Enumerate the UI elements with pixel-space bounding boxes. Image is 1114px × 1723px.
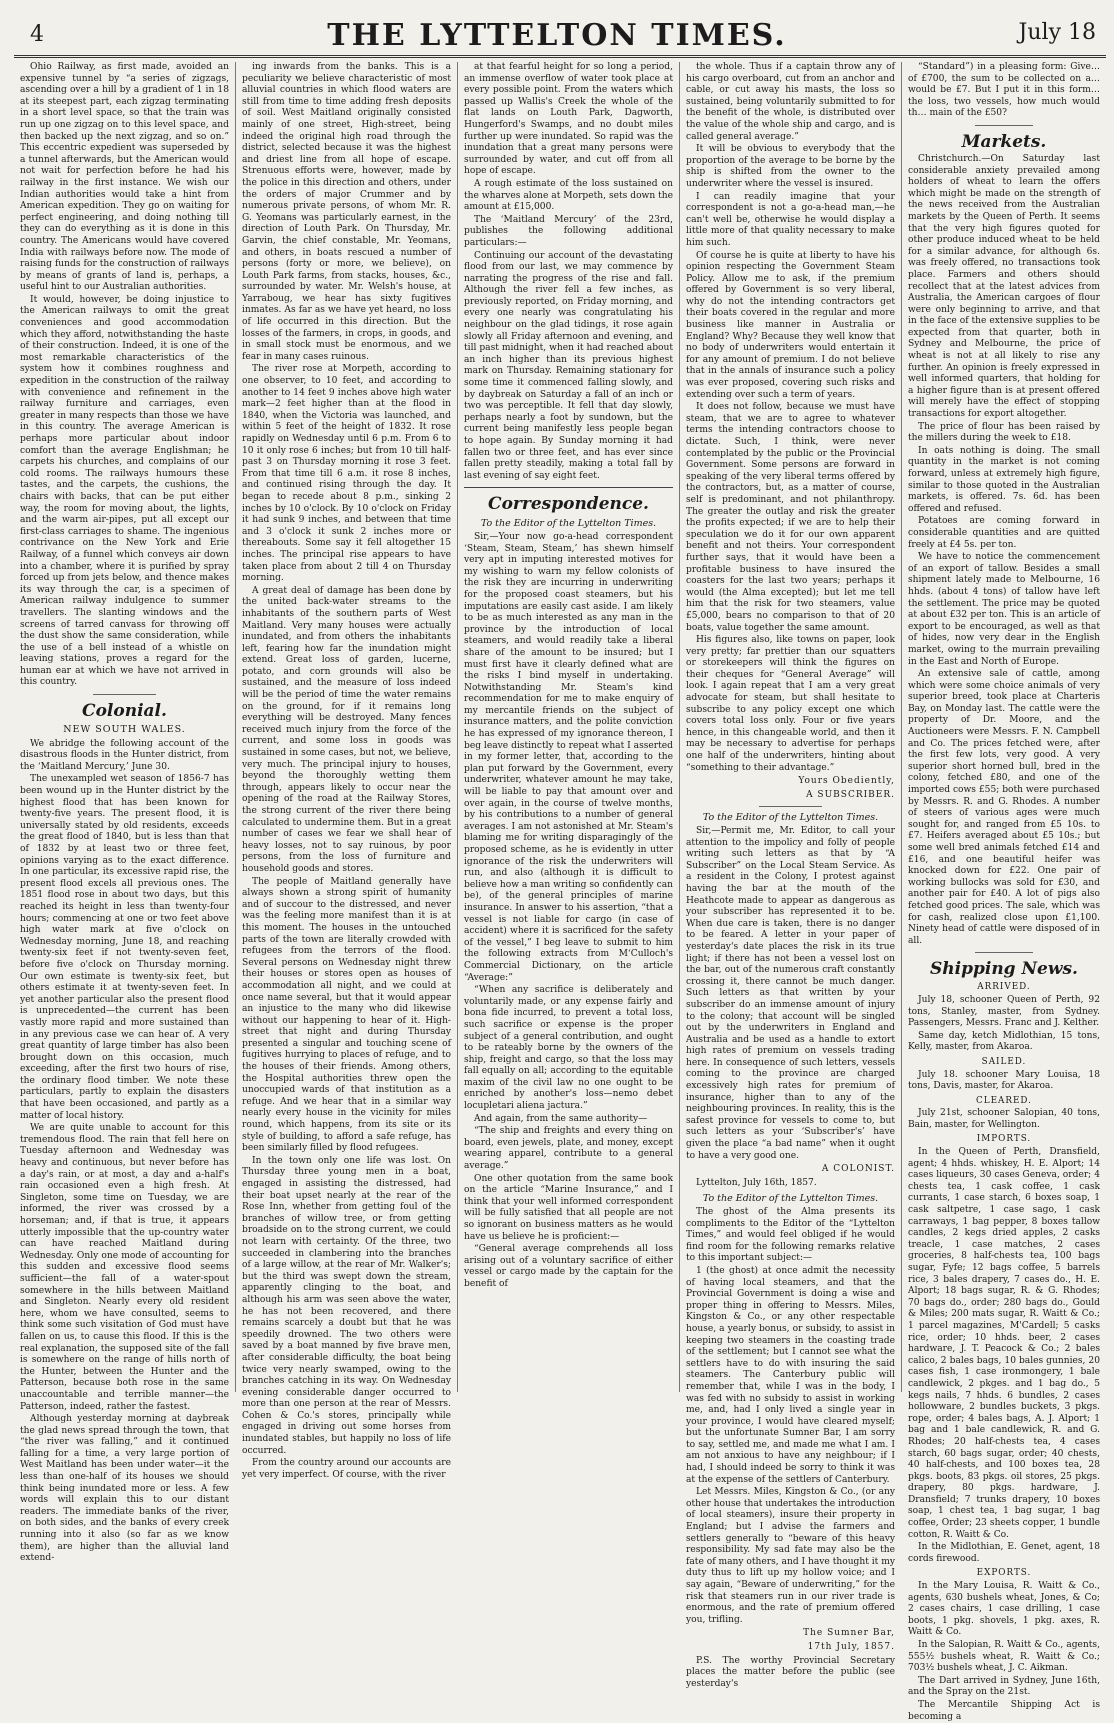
paragraph: In the Midlothian, E. Genet, agent, 18 cords firewood. [908, 1542, 1100, 1564]
paragraph: “General average comprehends all loss arising out of a voluntary sacrifice of either vessel or cargo made by the captain for the benefit of [464, 1244, 673, 1289]
subheading-exports: EXPORTS. [976, 1568, 1032, 1579]
paragraph: “When any sacrifice is deliberately and voluntarily made, or any expense fairly and bona fide incurred, to prevent a total loss, such sacrifice or expense is the proper subject of a general contribution, and ought to be rateably borne by the owners of the ship, freight and cargo, so that the loss may fall equally on all; according to the equitable maxim of the civil law no one ought to be enriched by another's loss—nemo debet locupletari aliena jactura.” [464, 985, 673, 1112]
paragraph: We have to notice the commencement of an export of tallow. Besides a small shipment lately made to Melbourne, 16 hhds. (about 4 tons) of tallow have left the settlement. The price may be quoted at about £32 per ton. This is an article of export to be encouraged, as well as that of hides, now very dear in the English market, owing to the murrain prevailing in the East and North of Europe. [908, 552, 1100, 667]
paragraph: We abridge the following account of the disastrous floods in the Hunter district, from the ‘Maitland Mercury,’ June 30. [20, 738, 229, 772]
paragraph: The ‘Maitland Mercury’ of the 23rd, publishes the following additional particulars:— [464, 214, 673, 248]
column-3 [458, 62, 680, 1392]
paragraph: It would, however, be doing injustice to the American railways to omit the great conveniences and good accommodation which they afford, notwithstanding the haste of their construction. Indeed, it is one of the most remarkable characteristics of the system how it combines roughness and expedition in the construction of the railway with convenience and refinement in the railway furniture and carriages, even greater in many respects than those we have in this country. The average American is perhaps more particular about indoor comfort than the average Englishman; he carpets his churches, and complains of our cold rooms. The railways humours these tastes, and the carpets, the cushions, the chairs with backs, that can be put either way, the room for moving about, the lights, and the warm air-pipes, put all except our first-class carriages to shame. The ingenious contrivance on the New York and Erie Railway, of a funnel which conveys air down into a chamber, where it is purified by spray forced up from jets below, and thence makes its way through the car, is a specimen of American railway indulgence to summer travellers. The slanting windows and the screens of tarred canvass for throwing off the dust show the same consideration, while the use of a bell instead of a whistle on leaving stations, proves a regard for the human ear at which we have not arrived in this country. [20, 294, 229, 688]
paragraph: The Mercantile Shipping Act is becoming a [908, 1699, 1100, 1722]
paragraph: It does not follow, because we must have steam, that we are to agree to whatever terms the intending contractors choose to dictate. Such, I think, were never contemplated by the public or the Provincial Government. Some persons are forward in speaking of the very liberal terms offered by the contractors, but, as a matter of course, self is predominant, and not philanthropy. The greater the outlay and risk the greater the profits expected; if we are to help their speculation we do it for our own apparent benefit and not theirs. Your correspondent further says, that it would have been a profitable business to have insured the coasters for the last two years; perhaps it would (the Alma excepted); but let me tell him that the risk for two steamers, value £5,000, bears no comparison to that of 20 boats, value together the same amount. [686, 402, 895, 633]
newspaper-title: THE LYTTELTON TIMES. [327, 18, 787, 53]
letter-heading: To the Editor of the Lyttelton Times. [480, 518, 657, 530]
paragraph: Ohio Railway, as first made, avoided an expensive tunnel by “a series of zigzags, ascending over a hill by a gradient of 1 in 18 at its steepest part, each zigzag terminating in a short level space, so that the train was run up one zigzag on to this level space, and then backed up the next zigzag, and so on.” This eccentric expedient was superseded by a tunnel afterwards, but the American would not wait for perfection before he had his railway in the first instance. We wish our Indian authorities would take a hint from American expedition. They go on waiting for perfect engineering, and doing nothing till they can do everything as it is done in this country. The Americans would have covered India with railways before now. The mode of raising funds for the construction of railways by means of grants of land is, perhaps, a useful hint to our Australian authorities. [20, 62, 229, 293]
paragraph: A rough estimate of the loss sustained on the wharves alone at Morpeth, sets down the amount at £15,000. [464, 178, 673, 213]
paragraph: 1 (the ghost) at once admit the necessity of having local steamers, and that the Provincial Government is doing a wise and proper thing in offering to Messrs. Miles, Kingston & Co., or any other respectable house, a yearly bonus, or subsidy, to assist in keeping two steamers in the coasting trade of the settlement; but I cannot see what the settlers have to do with insuring the said steamers. The Canterbury public will remember that, while I was in the body, I was fed with no subsidy to assist in working me, and, had I only lived a single year in your province, I would have cleared myself; but the unfortunate Sumner Bar, I am sorry to say, settled me, and made me what I am. I am not anxious to have any neighbour; if I had, I should indeed be sorry to think it was at the expense of the settlers of Canterbury. [686, 1265, 895, 1485]
column-1 [14, 62, 236, 1564]
paragraph: An extensive sale of cattle, among which were some choice animals of very superior breed, took place at Charteris Bay, on Monday last. The cattle were the property of Dr. Moore, and the Auctioneers were Messrs. F. N. Campbell and Co. The prices fetched were, after the first few lots, very good. A very superior short horned bull, bred in the colony, fetched £80, and one of the imported cows £55; both were purchased by Messrs. R. and G. Rhodes. A number of steers of various ages were much sought for, and ranged from £5 10s. to £7. Heifers averaged about £5 10s.; but some well bred animals fetched £14 and £16, and one beautiful heifer was knocked down for £22. One pair of working bullocks was sold for £30, and another pair for £40. A lot of pigs also fetched good prices. The sale, which was for cash, realized close upon £1,100. Ninety head of cattle were disposed of in all. [908, 669, 1100, 946]
page-number: 4 [30, 22, 44, 47]
paragraph: The river rose at Morpeth, according to one observer, to 10 feet, and according to another to 14 feet 9 inches above high water mark—2 feet higher than at the flood in 1840, when the Victoria was launched, and within 5 feet of the height of 1832. It rose rapidly on Wednesday until 6 p.m. From 6 to 10 it only rose 6 inches; but from 10 till half-past 3 on Thursday morning it rose 3 feet. From that time till 6 a.m. it rose 8 inches, and continued rising through the day. It began to recede about 8 p.m., sinking 2 inches by 10 o'clock. By 10 o'clock on Friday it had sunk 9 inches, and between that time and 3 o'clock it sunk 2 inches more or thereabouts. Some say it fell altogether 15 inches. The principal rise appears to have taken place from about 2 till 4 on Thursday morning. [242, 364, 451, 584]
paragraph: The unexampled wet season of 1856-7 has been wound up in the Hunter district by the highest flood that has been known for twenty-five years. The present flood, it is universally stated by old residents, exceeds the great flood of 1840, but is less than that of 1832 by at least two or three feet, opinions varying as to the exact difference. In one particular, its excessive rapid rise, the present flood excels all previous ones. The 1851 flood rose in about two days, but this reached its height in less than twenty-four hours; commencing at one or two feet above high water mark at five o'clock on Wednesday morning, June 18, and reaching twenty-six feet if not twenty-seven feet, before five o'clock on Thursday morning. Our own estimate is twenty-six feet, but others estimate it at twenty-seven feet. In yet another particular also the present flood is unprecedented—the current has been vastly more rapid and more sustained than in any previous case we can hear of. A very great quantity of large timber has also been brought down on this occasion, much exceeding, after the first two hours of rise, the ordinary flood timber. We note these particulars, partly to explain the disasters that have been occasioned, and partly as a matter of local history. [20, 774, 229, 1121]
paragraph: July 21st, schooner Salopian, 40 tons, Bain, master, for Wellington. [908, 1108, 1100, 1130]
paragraph: Christchurch.—On Saturday last considerable anxiety prevailed among holders of wheat to learn the offers which might be made on the strength of the news received from the Australian markets by the Queen of Perth. It seems that the very high figures quoted for other produce induced wheat to be held for a similar advance, for although 6s. was freely offered, no transactions took place. Farmers and others should recollect that at the latest advices from Australia, the American cargoes of flour were only beginning to arrive, and that in the face of the extensive supplies to be expected from that quarter, both in Sydney and Melbourne, the price of wheat is not at all likely to rise any further. An opinion is freely expressed in well informed quarters, that holding for a higher figure than is at present offered will merely have the effect of stopping transactions for export altogether. [908, 153, 1100, 420]
paragraph: His figures also, like towns on paper, look very pretty; far prettier than our squatters or storekeepers will think the figures on their cheques for “General Average” will look. I again repeat that I am a very great advocate for steam, but shall hesitate to subscribe to any policy except one which covers total loss only. Four or five years hence, in this changeable world, and then it may be necessary to advertise for perhaps one half of the underwriters, hinting about “something to their advantage.” [686, 635, 895, 773]
column-2 [236, 62, 458, 1480]
paragraph: Same day, ketch Midlothian, 15 tons, Kelly, master, from Akaroa. [908, 1030, 1100, 1053]
letter-place-date: Lyttelton, July 16th, 1857. [696, 1177, 817, 1188]
paragraph: “Standard”) in a pleasing form: Give… of £700, the sum to be collected on a… would be £7. But I put it in this form… the loss, two vessels, how much would th… main of the £50? [908, 62, 1100, 119]
divider [975, 125, 1033, 126]
masthead-rule [14, 55, 1106, 58]
paragraph: Sir,—Permit me, Mr. Editor, to call your attention to the impolicy and folly of people writing such letters as that by “A Subscriber” on the Local Steam Service. As a resident in the Colony, I protest against having the bar at the mouth of the Heathcote made to appear as dangerous as your subscriber has represented it to be. When due care is taken, there is no danger to be feared. A letter in your paper of yesterday's date places the risk in its true light; if there has not been a vessel lost on the bar, out of the numerous craft constantly crossing it, there cannot be much danger. Such letters as that written by your subscriber do an immense amount of injury to the colony; that account will be singled out by the underwriters in England and Australia and be used as a handle to extort high rates of premium on vessels trading here. In consequence of such letters, vessels coming to the province are charged excessively high rates for premium of insurance, higher than to any of the neighbouring provinces. In reality, this is the safest province for vessels to come to, but such letters as your ‘Subscriber's’ have given the place “a bad name” when it ought to have a very good one. [686, 826, 895, 1161]
paragraph: I can readily imagine that your correspondent is not a go-a-head man,—he can't well be, otherwise he would display a little more of that quality necessary to make him such. [686, 191, 895, 248]
paragraph: The price of flour has been raised by the millers during the week to £18. [908, 421, 1100, 444]
paragraph: Let Messrs. Miles, Kingston & Co., (or any other house that undertakes the introduction of local steamers), insure their property in England; but I advise the farmers and settlers generally to “beware of this heavy responsibility. My sad fate may also be the fate of many others, and I have thought it my duty thus to lift up my hollow voice; and I say again, “Beware of underwriting,” for the risk that steamers run in our river trade is enormous, and the rate of premium offered you, trifling. [686, 1487, 895, 1625]
letter-date: 17th July, 1857. [807, 1641, 895, 1652]
paragraph: A great deal of damage has been done by the united back-water streams to the inhabitants of the southern parts of West Maitland. Very many houses were actually inundated, and from others the inhabitants left, fearing how far the inundation might extend. Great loss of garden, lucerne, potato, and corn grounds will also be sustained, and the measure of loss indeed will be the period of time the water remains on the ground, for if it remains long everything will be destroyed. Many fences received much injury from the force of the current, and some loss in goods was sustained in some cases, but not, we believe, very much. The principal injury to houses, beyond the thoroughly wetting them through, appears likely to occur near the opening of the road at the Railway Stores, the strong current of the river there being calculated to undermine them. But in a great number of cases we fear we shall hear of heavy losses, not to say ruinous, by poor persons, from the loss of furniture and household goods and stores. [242, 585, 451, 874]
paragraph: Continuing our account of the devastating flood from our last, we may commence by narrating the progress of the rise and fall. Although the river fell a few inches, as previously reported, on Friday morning, and every one nearly was congratulating his neighbour on the glad tidings, it rose again slowly all Friday afternoon and evening, and till past midnight, when it had reached about an inch higher than its previous highest mark on Thursday. Remaining stationary for some time it commenced falling slowly, and by daybreak on Saturday a fall of an inch or two was perceptible. It fell that day slowly, perhaps nearly a foot by sundown, but the current being manifestly less people began to hope again. By Sunday morning it had fallen two or three feet, and has ever since fallen pretty steadily, making a total fall by last evening of say eight feet. [464, 250, 673, 481]
paragraph: The ghost of the Alma presents its compliments to the Editor of the “Lyttelton Times,” and would feel obliged if he would find room for the following remarks relative to this important subject:— [686, 1207, 895, 1264]
paragraph: We are quite unable to account for this tremendous flood. The rain that fell here on Tuesday afternoon and Wednesday was heavy and continuous, but never before has a day's rain, or at most, a day and a-half's rain occasioned even a high fresh. At Singleton, some time on Tuesday, we are informed, the river was crossed by a horseman; and, if that is true, it appears utterly impossible that the up-country water can have reached Maitland during Wednesday. Only one mode of accounting for this sudden and excessive flood seems sufficient—the fall of a water-spout somewhere in the hills between Maitland and Singleton. Nearly every old resident here, whom we have consulted, seems to think some such visitation of God must have fallen on us, to cause this flood. If this is the real explanation, the supposed site of the fall is somewhere on the range of hills north of the Hunter, between the Hunter and the Patterson, because both rose in the same unaccountable and terrible manner—the Patterson, indeed, rather the fastest. [20, 1123, 229, 1412]
paragraph: at that fearful height for so long a period, an immense overflow of water took place at every possible point. From the waters which passed up Wallis's Creek the whole of the flat lands on Louth Park, Dagworth, Hungerford's Swamps, and no doubt miles further up were inundated. So rapid was the inundation that a great many persons were surrounded by water, and cut off from all hope of escape. [464, 62, 673, 177]
paragraph: In the town only one life was lost. On Thursday three young men in a boat, engaged in assisting the distressed, had their boat upset nearly at the rear of the Rose Inn, whether from getting foul of the branches of willow tree, or from getting broadside on to the strong current, we could not learn with certainty. Of the three, two succeeded in clambering into the branches of a large willow, at the rear of Mr. Walker's; but the third was swept down the stream, apparently clinging to the boat, and although his arm was seen above the water, he has not been recovered, and there remains scarcely a doubt but that he was speedily drowned. The two others were saved by a boat manned by five brave men, after considerable difficulty, the boat being twice very nearly swamped, owing to the branches catching in its way. On Wednesday evening considerable danger occurred to more than one person at the rear of Messrs. Cohen & Co.'s stores, principally while engaged in driving out some horses from inundated stables, but happily no loss of life occurred. [242, 1155, 451, 1456]
paragraph: the whole. Thus if a captain throw any of his cargo overboard, cut from an anchor and cable, or cut away his masts, the loss so sustained, being voluntarily submitted to for the benefit of the whole, is distributed over the value of the whole ship and cargo, and is called general average.” [686, 62, 895, 142]
paragraph: July 18. schooner Mary Louisa, 18 tons, Davis, master, for Akaroa. [908, 1069, 1100, 1092]
letter-closing: Yours Obediently, [798, 776, 895, 787]
subheading-nsw: NEW SOUTH WALES. [63, 724, 186, 736]
divider [464, 487, 673, 488]
letter-heading: To the Editor of the Lyttelton Times. [702, 812, 879, 824]
paragraph: And again, from the same authority— [474, 1113, 648, 1124]
paragraph: Although yesterday morning at daybreak the glad news spread through the town, that “the river was falling,” and it continued falling for a time, a very large portion of West Maitland has been under water—it the less than one-half of its houses we should think being inundated more or less. A few words will explain this to our distant readers. The immediate banks of the river, on both sides, and the banks of every creek running into it also (so far as we know them), are higher than the alluvial land extend- [20, 1414, 229, 1564]
subheading-imports: IMPORTS. [976, 1134, 1032, 1145]
letter-signature: The Sumner Bar, [803, 1628, 895, 1639]
section-heading-shipping: Shipping News. [930, 959, 1078, 980]
paragraph: “The ship and freights and every thing on board, even jewels, plate, and money, except wearing apparel, contribute to a general average.” [464, 1126, 673, 1172]
subheading-arrived: ARRIVED. [977, 982, 1031, 993]
paragraph: In the Salopian, R. Waitt & Co., agents, 555½ bushels wheat, R. Waitt & Co.; 703½ bushels wheat, J. C. Aikman. [908, 1640, 1100, 1674]
paragraph: In the Mary Louisa, R. Waitt & Co., agents, 630 bushels wheat, Jones, & Co; 2 cases chairs, 1 case drilling, 1 case boots, 1 pkg. shovels, 1 pkg. axes, R. Waitt & Co. [908, 1581, 1100, 1638]
subheading-cleared: CLEARED. [976, 1095, 1032, 1106]
letter-signature: A SUBSCRIBER. [806, 789, 895, 800]
letter-signature: A COLONIST. [821, 1164, 895, 1175]
divider [975, 952, 1033, 953]
paragraph: The people of Maitland generally have always shown a strong spirit of humanity and of succour to the distressed, and never was the feeling more manifest than it is at this moment. The houses in the untouched parts of the town are literally crowded with refugees from the terrors of the flood. Several persons on Wednesday night threw their houses or stores open as houses of accommodation all night, and we could at once name several, but that it would appear an injustice to the many who did likewise without our happening to hear of it. High-street that night and during Thursday presented a singular and touching scene of fugitives hurrying to places of refuge, and to the houses of their friends. Among others, the Hospital authorities threw open the unoccupied wards of that institution as a refuge. And we hear that in a similar way nearly every house in the vicinity for miles round, which happens, from its site or its style of building, to afford a safe refuge, has been similarly filled by flood refugees. [242, 876, 451, 1154]
paragraph: The Dart arrived in Sydney, June 16th, and the Spray on the 21st. [908, 1675, 1100, 1698]
letter-heading: To the Editor of the Lyttelton Times. [702, 1193, 879, 1205]
paragraph: In the Queen of Perth, Dransfield, agent; 4 hhds. whiskey, H. E. Alport; 14 cases liqueurs, 30 cases Geneva, order; 4 chests tea, 1 cask coffee, 1 cask currants, 1 case starch, 6 boxes soap, 1 cask saltpetre, 1 case sago, 1 cask carraways, 1 bag pepper, 8 boxes tallow candles, 2 kegs dried apples, 2 casks treacle, 1 case matches, 2 cases groceries, 8 half-chests tea, 100 bags sugar, Fyfe; 12 bags coffee, 5 barrels rice, 3 bales drapery, 7 cases do., H. E. Alport; 18 bags sugar, R. & G. Rhodes; 70 bags do., order; 280 bags do., Gould & Miles; 200 mats sugar, R. Waitt & Co.; 1 parcel magazines, M'Cardell; 5 casks rice, order; 10 hhds. beer, 2 cases hardware, J. T. Peacock & Co.; 2 bales calico, 2 bales bags, 10 bales gunnies, 20 cases fish, 1 case ironmongery, 1 bale candlewick, 2 pkges. and 1 bag do., 5 kegs nails, 7 hhds. 6 bundles, 2 cases hollowware, 2 bundles buckets, 3 pkgs. rope, order; 4 bales bags, A. J. Alport; 1 bag and 1 bale candlewick, R. and G. Rhodes; 20 half-chests tea, 4 cases starch, 60 bags sugar, order; 40 chests, 40 half-chests, and 100 boxes tea, 28 pkgs. boots, 83 pkgs. oil stores, 25 pkgs. drapery, 80 pkgs. hardware, J. Dransfield; 7 trunks drapery, 10 boxes soap, 1 chest tea, 1 bag sugar, 1 bag coffee, Order; 23 sheets copper, 1 bundle cotton, R. Waitt & Co. [908, 1147, 1100, 1540]
paragraph: Sir,—Your now go-a-head correspondent ‘Steam, Steam, Steam,’ has shewn himself very apt in imputing interested motives for my wishing to warn my fellow colonists of the risk they are incurring in underwriting for the proposed coast steamers, but his imputations are easily cast aside. I am likely to be as much interested as any man in the province by the introduction of local steamers, and would readily take a liberal share of the amount to be insured; but I must first have it clearly defined what are the risks I bind myself in undertaking. Notwithstanding Mr. Steam's kind recommendation for me to make enquiry of my mercantile friends on the subject of insurance matters, and the polite conviction he has expressed of my ignorance thereon, I beg leave distinctly to repeat what I asserted in my former letter, that, according to the plan put forward by the Government, every underwriter, whatever amount he may take, will be liable to pay that amount over and over again, in the course of twelve months, by his contributions to a number of general averages. I am not astonished at Mr. Steam's blaming me for writing disparagingly of the proposed scheme, as he is evidently in utter ignorance of the risk the underwriters will run, and also (although it is difficult to believe how a man writing so confidently can be), of the general principles of marine insurance. In answer to his assertion, “that a vessel is not liable for cargo (in case of accident) where it is sacrificed for the safety of the vessel,” I beg leave to submit to him the following extracts from M‘Culloch's Commercial Dictionary, on the article “Average:” [464, 531, 673, 983]
column-5 [902, 62, 1106, 1722]
subheading-sailed: SAILED. [981, 1056, 1027, 1067]
section-heading-markets: Markets. [961, 131, 1047, 152]
divider [759, 806, 822, 807]
paragraph: P.S. The worthy Provincial Secretary places the matter before the public (see yesterday's [686, 1655, 895, 1689]
paragraph: July 18, schooner Queen of Perth, 92 tons, Stanley, master, from Sydney. Passengers, Messrs. Franc and J. Kelther. [908, 994, 1100, 1029]
masthead [0, 0, 1114, 60]
section-heading-correspondence: Correspondence. [488, 494, 649, 515]
paragraph: In oats nothing is doing. The small quantity in the market is not coming forward, unless at extremely high figure, similar to those quoted in the Australian markets, is offered. 7s. 6d. has been offered and refused. [908, 445, 1100, 514]
paragraph: One other quotation from the same book on the article “Marine Insurance,” and I think that your well informed correspondent will be fully satisfied that all people are not so ignorant on business matters as he would have us believe he is proficient:— [464, 1173, 673, 1242]
section-heading-colonial: Colonial. [82, 701, 167, 722]
column-4 [680, 62, 902, 1689]
divider [93, 694, 156, 695]
issue-date: July 18 [1018, 20, 1096, 45]
paragraph: Potatoes are coming forward in considerable quantities and are quitted freely at £4 5s. per ton. [908, 516, 1100, 550]
paragraph: From the country around our accounts are yet very imperfect. Of course, with the river [242, 1458, 451, 1480]
page-columns [14, 62, 1106, 1722]
paragraph: Of course he is quite at liberty to have his opinion respecting the Government Steam Policy. Allow me to ask, if the premium offered by Government is so very liberal, why do not the intending contractors get their boats covered in the regular and more business like manner in Australia or England? Why? Because they well know that no body of underwriters would entertain it for any amount of premium. I do not believe that in the annals of insurance such a policy was ever proposed, covering such risks and extending over such a term of years. [686, 250, 895, 400]
paragraph: ing inwards from the banks. This is a peculiarity we believe characteristic of most alluvial countries in which flood waters are still from time to time adding fresh deposits of soil. West Maitland originally consisted mainly of one street, High-street, being indeed the original high road through the district, selected because it was the highest and driest line from all hope of escape. Strenuous efforts were, however, made by the police in this direction and others, under the orders of major Crummer and by numerous private persons, of whom Mr. R. G. Yeomans was particularly earnest, in the direction of Louth Park. On Thursday, Mr. Garvin, the chief constable, Mr. Yeomans, and others, in boats rescued a number of persons (forty or more, we believe), on Louth Park farms, from stacks, houses, &c., surrounded by water. Mr. Welsh's house, at Yarraboug, we hear has sixty fugitives inmates. As far as we have yet heard, no loss of life occurred in this direction. But the losses of the farmers, in crops, in goods, and in small stock must be enormous, and we fear in many cases ruinous. [242, 62, 451, 362]
paragraph: It will be obvious to everybody that the proportion of the average to be borne by the ship is shifted from the owner to the underwriter where the vessel is insured. [686, 144, 895, 189]
